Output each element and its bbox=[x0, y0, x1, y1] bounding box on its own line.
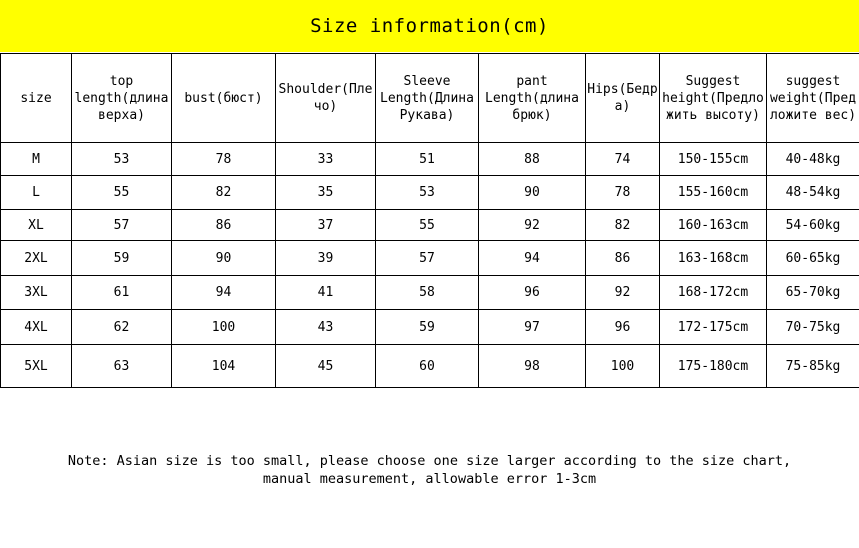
header-hips: Hips(Бедра) bbox=[586, 54, 660, 143]
cell-suggest-height: 168-172cm bbox=[660, 276, 767, 310]
cell-sleeve-length: 57 bbox=[376, 241, 479, 276]
cell-pant-length: 88 bbox=[479, 143, 586, 176]
cell-size: M bbox=[1, 143, 72, 176]
cell-size: 3XL bbox=[1, 276, 72, 310]
cell-hips: 92 bbox=[586, 276, 660, 310]
table-row bbox=[1, 241, 859, 276]
cell-bust: 82 bbox=[172, 176, 276, 210]
cell-shoulder: 45 bbox=[276, 345, 376, 388]
cell-top-length: 61 bbox=[72, 276, 172, 310]
header-top-length: top length(длина верха) bbox=[72, 54, 172, 143]
header-pant-length: pant Length(длина брюк) bbox=[479, 54, 586, 143]
cell-suggest-weight: 65-70kg bbox=[767, 276, 859, 310]
cell-top-length: 53 bbox=[72, 143, 172, 176]
cell-shoulder: 39 bbox=[276, 241, 376, 276]
cell-size: XL bbox=[1, 210, 72, 241]
page-title: Size information(cm) bbox=[310, 15, 549, 37]
cell-suggest-weight: 48-54kg bbox=[767, 176, 859, 210]
cell-top-length: 59 bbox=[72, 241, 172, 276]
cell-size: 2XL bbox=[1, 241, 72, 276]
title-banner bbox=[0, 0, 859, 52]
note-line-2: manual measurement, allowable error 1-3cm bbox=[262, 471, 597, 487]
size-note bbox=[10, 452, 849, 488]
table-row bbox=[1, 176, 859, 210]
cell-top-length: 57 bbox=[72, 210, 172, 241]
cell-sleeve-length: 51 bbox=[376, 143, 479, 176]
cell-shoulder: 41 bbox=[276, 276, 376, 310]
table-row bbox=[1, 210, 859, 241]
cell-size: L bbox=[1, 176, 72, 210]
table-row bbox=[1, 345, 859, 388]
table-header-row bbox=[1, 54, 859, 143]
header-size: size bbox=[1, 54, 72, 143]
cell-sleeve-length: 58 bbox=[376, 276, 479, 310]
cell-hips: 100 bbox=[586, 345, 660, 388]
cell-pant-length: 97 bbox=[479, 310, 586, 345]
cell-hips: 96 bbox=[586, 310, 660, 345]
cell-top-length: 63 bbox=[72, 345, 172, 388]
header-bust: bust(бюст) bbox=[172, 54, 276, 143]
note-line-1: Note: Asian size is too small, please choose one size larger according to the size chart, bbox=[67, 453, 792, 469]
cell-suggest-weight: 70-75kg bbox=[767, 310, 859, 345]
cell-pant-length: 94 bbox=[479, 241, 586, 276]
cell-bust: 86 bbox=[172, 210, 276, 241]
cell-bust: 90 bbox=[172, 241, 276, 276]
cell-suggest-weight: 60-65kg bbox=[767, 241, 859, 276]
table-row bbox=[1, 310, 859, 345]
cell-pant-length: 98 bbox=[479, 345, 586, 388]
cell-bust: 100 bbox=[172, 310, 276, 345]
cell-pant-length: 96 bbox=[479, 276, 586, 310]
cell-suggest-weight: 54-60kg bbox=[767, 210, 859, 241]
cell-shoulder: 33 bbox=[276, 143, 376, 176]
cell-bust: 78 bbox=[172, 143, 276, 176]
cell-sleeve-length: 59 bbox=[376, 310, 479, 345]
cell-hips: 78 bbox=[586, 176, 660, 210]
table-row bbox=[1, 276, 859, 310]
header-sleeve-length: Sleeve Length(Длина Рукава) bbox=[376, 54, 479, 143]
cell-suggest-height: 172-175cm bbox=[660, 310, 767, 345]
cell-size: 4XL bbox=[1, 310, 72, 345]
cell-sleeve-length: 55 bbox=[376, 210, 479, 241]
table-row bbox=[1, 143, 859, 176]
cell-shoulder: 37 bbox=[276, 210, 376, 241]
cell-suggest-height: 155-160cm bbox=[660, 176, 767, 210]
cell-hips: 74 bbox=[586, 143, 660, 176]
size-chart-table bbox=[0, 53, 859, 388]
cell-size: 5XL bbox=[1, 345, 72, 388]
cell-top-length: 62 bbox=[72, 310, 172, 345]
cell-top-length: 55 bbox=[72, 176, 172, 210]
cell-suggest-height: 163-168cm bbox=[660, 241, 767, 276]
cell-suggest-weight: 40-48kg bbox=[767, 143, 859, 176]
cell-suggest-weight: 75-85kg bbox=[767, 345, 859, 388]
cell-hips: 86 bbox=[586, 241, 660, 276]
header-shoulder: Shoulder(Плечо) bbox=[276, 54, 376, 143]
cell-sleeve-length: 53 bbox=[376, 176, 479, 210]
cell-suggest-height: 150-155cm bbox=[660, 143, 767, 176]
cell-shoulder: 35 bbox=[276, 176, 376, 210]
cell-bust: 104 bbox=[172, 345, 276, 388]
cell-suggest-height: 160-163cm bbox=[660, 210, 767, 241]
cell-pant-length: 92 bbox=[479, 210, 586, 241]
cell-pant-length: 90 bbox=[479, 176, 586, 210]
cell-shoulder: 43 bbox=[276, 310, 376, 345]
header-suggest-height: Suggest height(Предложить высоту) bbox=[660, 54, 767, 143]
cell-suggest-height: 175-180cm bbox=[660, 345, 767, 388]
cell-bust: 94 bbox=[172, 276, 276, 310]
cell-hips: 82 bbox=[586, 210, 660, 241]
header-suggest-weight: suggest weight(Предложите вес) bbox=[767, 54, 859, 143]
cell-sleeve-length: 60 bbox=[376, 345, 479, 388]
